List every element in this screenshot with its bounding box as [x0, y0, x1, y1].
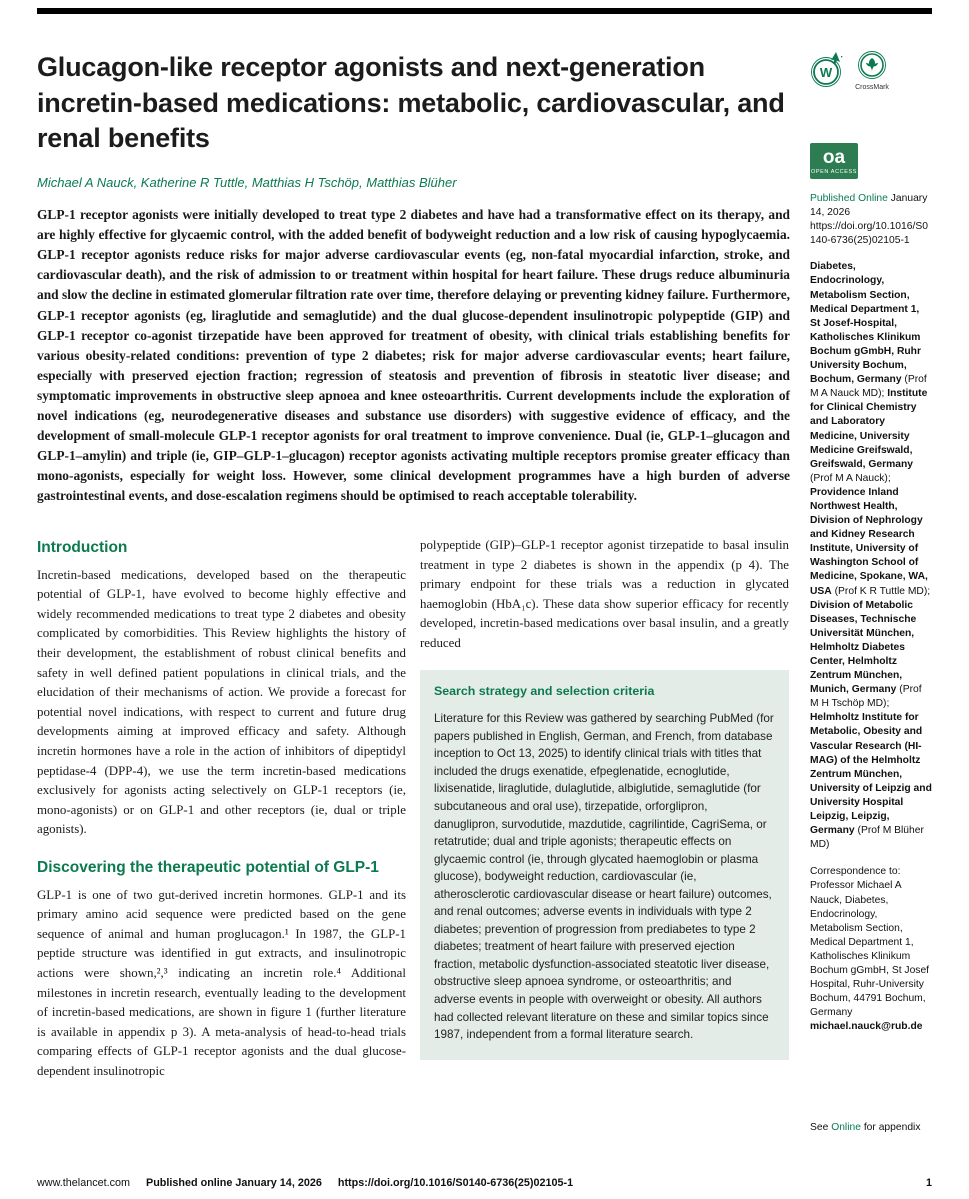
published-online-date: January 14, 2026	[810, 193, 928, 219]
crossmark-label: CrossMark	[855, 84, 889, 91]
affiliation-author: (Prof K R Tuttle MD);	[831, 585, 931, 597]
affiliation-text: Division of Metabolic Diseases, Technische Universität München, Helmholtz Diabetes Center, Helmholtz Zentrum München, Munich, Germany	[810, 599, 917, 696]
continuation-paragraph: polypeptide (GIP)–GLP-1 receptor agonist tirzepatide to basal insulin treatment in type 2 diabetes is shown in the appendix (p 4). The primary endpoint for these trials was a reduction in glycated haemoglobin (HbA₁c). These data show superior efficacy for recently developed, incretin-based medications over basal insulin, and a greatly reduced	[420, 537, 789, 651]
affiliation-author: (Prof M H Tschöp MD);	[810, 684, 922, 710]
section-heading-glp1: Discovering the therapeutic potential of GLP-1	[37, 859, 379, 877]
footer-website[interactable]: www.thelancet.com	[37, 1177, 131, 1189]
see-online-link[interactable]: Online	[831, 1122, 861, 1133]
published-online-doi[interactable]: https://doi.org/10.1016/S0140-6736(25)02105-1	[810, 221, 928, 247]
correspondence-label: Correspondence to:	[810, 866, 901, 878]
published-online-block	[810, 192, 932, 248]
see-online-post: for appendix	[860, 1122, 921, 1133]
published-online-label: Published Online	[810, 193, 888, 204]
open-access-sub-label: OPEN ACCESS	[810, 168, 858, 175]
svg-text:W: W	[819, 65, 833, 80]
footer-doi[interactable]: https://doi.org/10.1016/S0140-6736(25)02105-1	[337, 1177, 574, 1189]
search-strategy-body: Literature for this Review was gathered by searching PubMed (for papers published in English, German, and French, from database inception to Oct 13, 2025) to identify clinical trials with titles that included the drugs exenatide, efpeglenatide, ecnoglutide, lixisenatide, liraglutide, dulaglutide, albiglutide, semaglutide (for subcutaneous and oral use), tirzepatide, orforglipron, danuglipron, survodutide, mazdutide, cagrilintide, CagriSema, or retatrutide; dual and triple agonists; therapeutic effects on glycaemic control (ie, through glycated haemoglobin or plasma glucose), bodyweight reduction, cardiovascular (ie, atherosclerotic cardiovascular disease or heart failure) outcomes, and renal outcomes; adverse events in individuals with type 2 diabetes; prevention of progression from prediabetes to type 2 diabetes; treatment of heart failure with preserved ejection fraction, metabolic dysfunction-associated steatotic liver disease, obstructive sleep apnoea syndrome, or osteoarthritis; and adverse events in people with overweight or obesity. All authors had collected relevant literature on these and similar topics since 1987, independent from a formal literature search.	[434, 712, 774, 1042]
w-pointer-icon	[810, 50, 846, 90]
search-strategy-panel	[420, 670, 789, 1060]
open-access-oa-label: oa	[822, 146, 846, 168]
glp1-paragraph: GLP-1 is one of two gut-derived incretin hormones. GLP-1 and its primary amino acid sequence were predicted based on the gene sequence of animal and human proglucagon.¹ In 1987, the GLP-1 peptide structure was identified in gut extracts, and insulinotropic actions were shown,²,³ indicating an incretin role.⁴ Additional milestones in incretin research, eventually leading to the development of incretin-based medications, are shown in figure 1 (further literature is available in appendix p 3). A meta-analysis of head-to-head trials comparing effects of GLP-1 receptor agonists and the dual glucose-dependent insulinotropic	[37, 887, 406, 1079]
right-text-column	[420, 520, 789, 1082]
sidebar	[810, 14, 932, 1133]
footer-published-date: Published online January 14, 2026	[146, 1177, 322, 1189]
correspondence-block	[810, 865, 932, 1034]
affiliation-author: (Prof M A Nauck MD);	[810, 374, 927, 400]
introduction-paragraph: Incretin-based medications, developed based on the therapeutic potential of GLP-1, have evolved to become highly effective and widely recommended medications to treat type 2 diabetes and obesity complicated by comorbidities. This Review highlights the history of their development, the establishment of robust clinical benefits and safety in well defined patient populations in clinical trials, and the elucidation of their mechanisms of action. We provide a forecast for potential novel indications, with respect to current and future drug developments aiming at improved efficacy and safety. Although incretin hormones have a role in the action of inhibitors of dipeptidyl peptidase-4 (DPP-4), we use the term incretin-based medications exclusively for agonists acting selectively on GLP-1 receptors (ie, mono-agonists) or on GLP-1 and other receptors (ie, dual or triple agonists).	[37, 567, 406, 837]
affiliation-text: Diabetes, Endocrinology, Metabolism Section, Medical Department 1, St Josef-Hospital, Katholisches Klinikum Bochum gGmbH, Ruhr University Bochum, Bochum, Germany	[810, 261, 921, 386]
section-heading-introduction: Introduction	[37, 538, 128, 556]
page-number: 1	[925, 1177, 932, 1189]
correspondence-address: Professor Michael A Nauck, Diabetes, Endocrinology, Metabolism Section, Medical Department 1, Katholisches Klinikum Bochum gGmbH, St Josef Hospital, Ruhr-University Bochum, 44791 Bochum, Germany	[810, 880, 930, 1019]
author-list: Michael A Nauck, Katherine R Tuttle, Matthias H Tschöp, Matthias Blüher	[37, 174, 457, 190]
body-columns	[37, 520, 790, 1082]
see-online-note	[810, 1122, 921, 1133]
page-footer	[37, 1177, 932, 1189]
masthead-icons	[810, 50, 932, 91]
affiliation-text: Helmholtz Institute for Metabolic, Obesity and Vascular Research (HI-MAG) of the Helmholtz Zentrum München, University of Leipzig and University Hospital Leipzig, Leipzig, Germany	[810, 712, 932, 837]
affiliation-text: Providence Inland Northwest Health, Division of Nephrology and Kidney Research Institute, University of Washington School of Medicine, Spokane, WA, USA	[810, 486, 928, 597]
left-text-column	[37, 520, 406, 1082]
open-access-badge	[810, 143, 858, 179]
affiliation-text: Institute for Clinical Chemistry and Laboratory Medicine, University Medicine Greifswald, Greifswald, Germany	[810, 388, 928, 470]
abstract-text: GLP-1 receptor agonists were initially developed to treat type 2 diabetes and have had a transformative effect on its therapy, and are highly effective for glycaemic control, with the added benefit of bodyweight reduction and a low risk of causing hypoglycaemia. GLP-1 receptor agonists reduce risks for major adverse cardiovascular events (eg, non-fatal myocardial infarction, stroke, and cardiovascular death), and the risk of admission to or treatment within hospital for heart failure. These drugs reduce albuminuria and slow the decline in estimated glomerular filtration rate over time, therefore delaying or preventing kidney failure. Furthermore, GLP-1 receptor agonists (eg, liraglutide and semaglutide) and the dual glucose-dependent insulinotropic polypeptide (GIP) and GLP-1 receptor co-agonist tirzepatide have been approved for treatment of obesity, with clinical trials establishing benefits for various obesity-related conditions: prevention of type 2 diabetes; risk for major adverse cardiovascular events; heart failure, especially with preserved ejection fraction; regression of steatosis and prevention of fibrosis in steatotic liver disease; and symptomatic improvements in obstructive sleep apnoea and knee osteoarthritis. Current developments include the exploration of novel indications (eg, neurodegenerative diseases and substance use disorders) with suggestive evidence of efficacy, and the development of small-molecule GLP-1 receptor agonists for oral treatment to improve convenience. Dual (ie, GLP-1–glucagon and GLP-1–amylin) and triple (ie, GIP–GLP-1–glucagon) receptor agonists activating multiple receptors promise greater efficacy than mono-agonists, especially for weight loss. However, some clinical development programmes have a high burden of adverse gastrointestinal events, and dose-escalation regimens should be optimised to reach acceptable tolerability.	[37, 206, 790, 504]
search-strategy-title: Search strategy and selection criteria	[434, 683, 655, 698]
page-layout	[37, 14, 932, 1133]
main-column	[37, 14, 790, 1082]
affiliation-author: (Prof M A Nauck);	[810, 472, 891, 484]
see-online-pre: See	[810, 1122, 832, 1133]
affiliations-block	[810, 260, 932, 852]
crossmark-icon[interactable]	[854, 50, 890, 91]
affiliation-author: (Prof M Blüher MD)	[810, 825, 924, 851]
page-title: Glucagon-like receptor agonists and next-generation incretin-based medications: metabolic, cardiovascular, and renal benefits	[37, 52, 785, 154]
correspondence-email[interactable]: michael.nauck@rub.de	[810, 1021, 923, 1033]
